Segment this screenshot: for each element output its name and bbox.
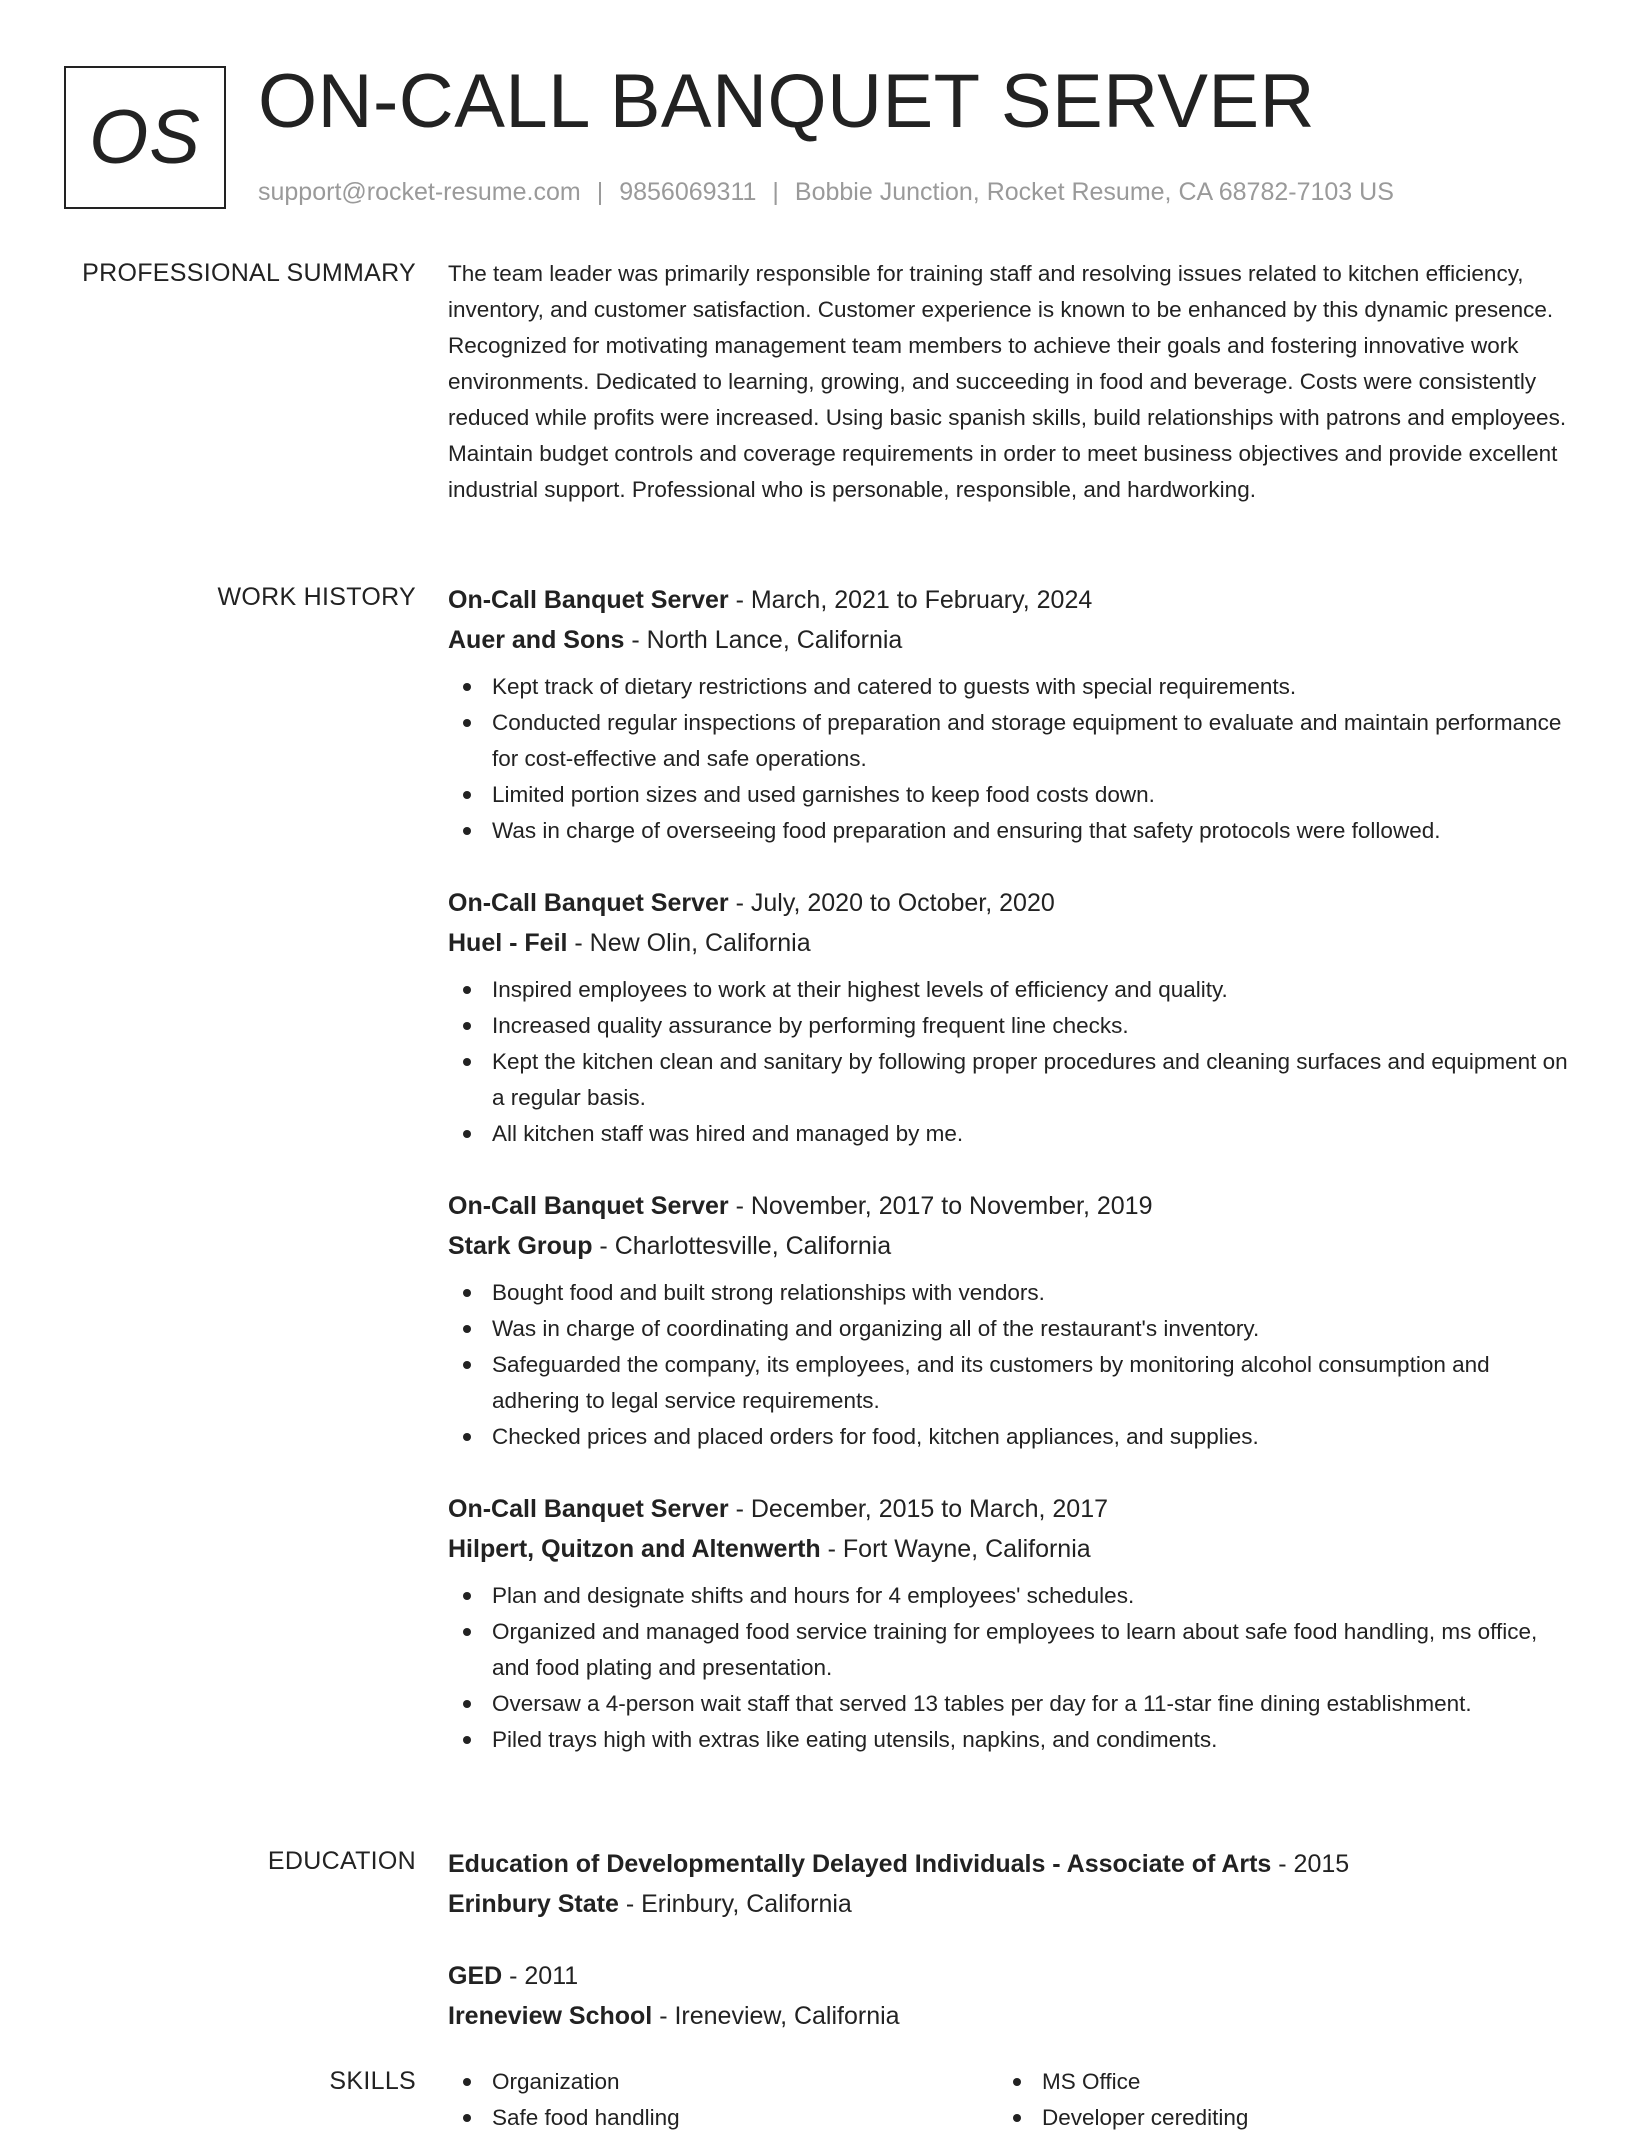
list-item: Piled trays high with extras like eating utensils, napkins, and condiments. bbox=[448, 1722, 1568, 1758]
job-location: - Charlottesville, California bbox=[592, 1232, 892, 1260]
education-title: EDUCATION bbox=[267, 1847, 416, 1875]
list-item: Organization bbox=[448, 2064, 998, 2100]
skills-list bbox=[448, 2064, 998, 2136]
education-degree: GED bbox=[448, 1962, 503, 1990]
education-year: - 2015 bbox=[1271, 1850, 1350, 1878]
list-item: Inspired employees to work at their highest levels of efficiency and quality. bbox=[448, 972, 1568, 1008]
list-item: Safe food handling bbox=[448, 2100, 998, 2136]
education-year: - 2011 bbox=[502, 1962, 579, 1990]
skills-list bbox=[998, 2064, 1548, 2136]
monogram-initials: OS bbox=[89, 94, 201, 180]
job-role-line bbox=[448, 1186, 1568, 1226]
list-item: Kept track of dietary restrictions and catered to guests with special requirements. bbox=[448, 669, 1568, 705]
job-role: On-Call Banquet Server bbox=[448, 1495, 729, 1523]
list-item: Increased quality assurance by performing frequent line checks. bbox=[448, 1008, 1568, 1044]
education-school: Erinbury State bbox=[448, 1890, 619, 1918]
job-dates: - December, 2015 to March, 2017 bbox=[728, 1495, 1109, 1523]
job-role-line bbox=[448, 580, 1568, 620]
list-item: Organized and managed food service training for employees to learn about safe food handling, ms office, and food plating and presentation. bbox=[448, 1614, 1568, 1686]
education-entry bbox=[448, 1844, 1568, 1924]
job-entry bbox=[448, 883, 1568, 1152]
job-bullets bbox=[448, 669, 1568, 849]
contact-phone: 9856069311 bbox=[619, 178, 757, 206]
list-item: Limited portion sizes and used garnishes to keep food costs down. bbox=[448, 777, 1568, 813]
list-item: Kept the kitchen clean and sanitary by following proper procedures and cleaning surfaces and equipment on a regular basis. bbox=[448, 1044, 1568, 1116]
job-role: On-Call Banquet Server bbox=[448, 586, 729, 614]
job-company: Huel - Feil bbox=[448, 929, 568, 957]
education-degree-line bbox=[448, 1956, 1568, 1996]
summary-title: PROFESSIONAL SUMMARY bbox=[82, 259, 416, 287]
list-item: All kitchen staff was hired and managed by me. bbox=[448, 1116, 1568, 1152]
education-degree: Education of Developmentally Delayed Individuals - Associate of Arts bbox=[448, 1850, 1272, 1878]
list-item: MS Office bbox=[998, 2064, 1548, 2100]
list-item: Conducted regular inspections of preparation and storage equipment to evaluate and maintain performance for cost-effective and safe operations. bbox=[448, 705, 1568, 777]
job-company-line bbox=[448, 1226, 1568, 1266]
list-item: Oversaw a 4-person wait staff that served 13 tables per day for a 11-star fine dining establishment. bbox=[448, 1686, 1568, 1722]
list-item: Plan and designate shifts and hours for 4 employees' schedules. bbox=[448, 1578, 1568, 1614]
job-company: Auer and Sons bbox=[448, 626, 625, 654]
list-item: Safeguarded the company, its employees, and its customers by monitoring alcohol consumption and adhering to legal service requirements. bbox=[448, 1347, 1568, 1419]
job-entry bbox=[448, 1489, 1568, 1758]
contact-line bbox=[258, 176, 1394, 208]
job-location: - North Lance, California bbox=[624, 626, 903, 654]
list-item: Bought food and built strong relationships with vendors. bbox=[448, 1275, 1568, 1311]
job-role-line bbox=[448, 1489, 1568, 1529]
work-history-title: WORK HISTORY bbox=[217, 583, 416, 611]
skills-columns bbox=[448, 2064, 1568, 2136]
list-item: Was in charge of coordinating and organizing all of the restaurant's inventory. bbox=[448, 1311, 1568, 1347]
education-school-line bbox=[448, 1884, 1568, 1924]
skills-column-right bbox=[998, 2064, 1548, 2136]
job-dates: - November, 2017 to November, 2019 bbox=[728, 1192, 1153, 1220]
job-company: Hilpert, Quitzon and Altenwerth bbox=[448, 1535, 821, 1563]
summary-text: The team leader was primarily responsible for training staff and resolving issues related to kitchen efficiency, inventory, and customer satisfaction. Customer experience is known to be enhanced by this dynamic presence. Recognized for motivating management team members to achieve their goals and fostering innovative work environments. Dedicated to learning, growing, and succeeding in food and beverage. Costs were consistently reduced while profits were increased. Using basic spanish skills, build relationships with patrons and employees. Maintain budget controls and coverage requirements in order to meet business objectives and provide excellent industrial support. Professional who is personable, responsible, and hardworking. bbox=[448, 261, 1567, 502]
list-item: Was in charge of overseeing food preparation and ensuring that safety protocols were followed. bbox=[448, 813, 1568, 849]
contact-address: Bobbie Junction, Rocket Resume, CA 68782-7103 US bbox=[794, 178, 1394, 206]
education-entry bbox=[448, 1956, 1568, 2036]
job-role: On-Call Banquet Server bbox=[448, 889, 729, 917]
list-item: Developer cerediting bbox=[998, 2100, 1548, 2136]
page-title: ON-CALL BANQUET SERVER bbox=[258, 59, 1316, 144]
job-role-line bbox=[448, 883, 1568, 923]
skills-column-left bbox=[448, 2064, 998, 2136]
education-location: - Ireneview, California bbox=[652, 2002, 900, 2030]
job-company-line bbox=[448, 923, 1568, 963]
job-bullets bbox=[448, 972, 1568, 1152]
job-dates: - March, 2021 to February, 2024 bbox=[728, 586, 1093, 614]
job-bullets bbox=[448, 1578, 1568, 1758]
job-company-line bbox=[448, 620, 1568, 660]
job-company-line bbox=[448, 1529, 1568, 1569]
job-role: On-Call Banquet Server bbox=[448, 1192, 729, 1220]
job-location: - Fort Wayne, California bbox=[820, 1535, 1091, 1563]
job-location: - New Olin, California bbox=[567, 929, 811, 957]
list-item: Checked prices and placed orders for food, kitchen appliances, and supplies. bbox=[448, 1419, 1568, 1455]
contact-separator: | bbox=[772, 178, 779, 206]
job-dates: - July, 2020 to October, 2020 bbox=[728, 889, 1055, 917]
education-degree-line bbox=[448, 1844, 1568, 1884]
education-location: - Erinbury, California bbox=[618, 1890, 852, 1918]
education-school: Ireneview School bbox=[448, 2002, 653, 2030]
job-entry bbox=[448, 1186, 1568, 1455]
education-school-line bbox=[448, 1996, 1568, 2036]
job-bullets bbox=[448, 1275, 1568, 1455]
contact-email: support@rocket-resume.com bbox=[258, 178, 581, 206]
skills-title: SKILLS bbox=[329, 2067, 416, 2095]
job-company: Stark Group bbox=[448, 1232, 593, 1260]
job-entry bbox=[448, 580, 1568, 849]
monogram-box bbox=[64, 66, 226, 209]
contact-separator: | bbox=[596, 178, 604, 206]
